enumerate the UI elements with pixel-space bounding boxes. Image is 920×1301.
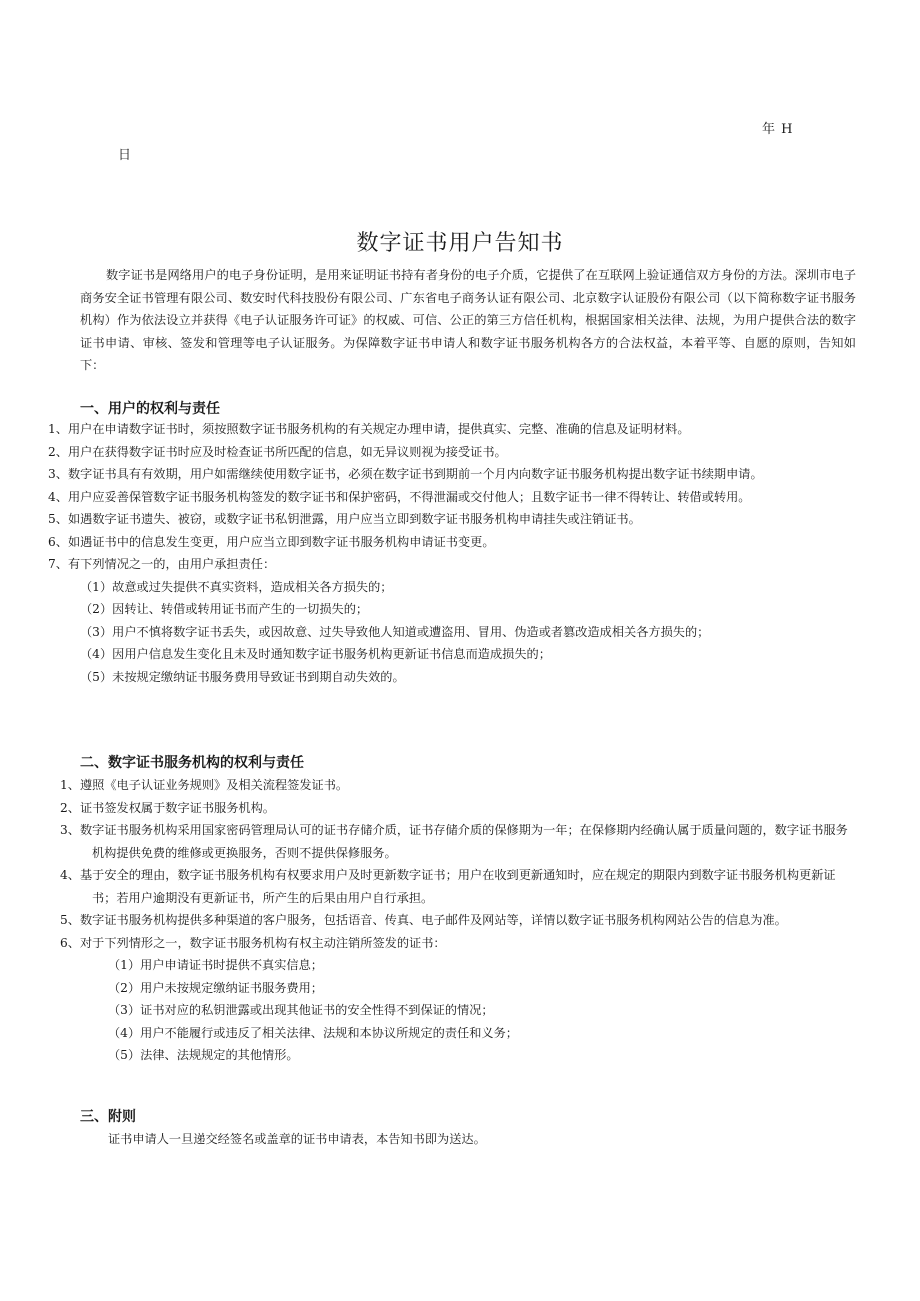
section2-sub-4: （4）用户不能履行或违反了相关法律、法规和本协议所规定的责任和义务；	[108, 1025, 518, 1040]
section1-sub-2: （2）因转让、转借或转用证书而产生的一切损失的；	[80, 602, 369, 616]
section1-item-2: 2、用户在获得数字证书时应及时检查证书所匹配的信息，如无异议则视为接受证书。	[48, 444, 507, 459]
section1-item-7: 7、有下列情况之一的，由用户承担责任：	[48, 557, 276, 571]
section2-sub-1: （1）用户申请证书时提供不真实信息；	[108, 958, 323, 972]
section1-sub-1: （1）故意或过失提供不真实资料，造成相关各方损失的；	[80, 579, 393, 594]
section1-item-5: 5、如遇数字证书遗失、被窃，或数字证书私钥泄露，用户应当立即到数字证书服务机构申请挂失或注销证书。	[48, 512, 641, 526]
intro-paragraph: 数字证书是网络用户的电子身份证明，是用来证明证书持有者身份的电子介质，它提供了在互联网上验证通信双方身份的方法。深圳市电子商务安全证书管理有限公司、数安时代科技股份有限公司、广东省电子商务认证有限公司、北京数字认证股份有限公司（以下简称数字证书服务机构）作为依法设立并获得《电子认证服务许可证》的权威、可信、公正的第三方信任机构，根据国家相关法律、法规，为用户提供合法的数字证书申请、审核、签发和管理等电子认证服务。为保障数字证书申请人和数字证书服务机构各方的合法权益，本着平等、自愿的原则，告知如下：	[80, 268, 856, 372]
section2-sub-5: （5）法律、法规规定的其他情形。	[108, 1048, 299, 1062]
section1-list	[48, 418, 856, 688]
section1-sub-5: （5）未按规定缴纳证书服务费用导致证书到期自动失效的。	[80, 669, 405, 684]
section1-item-6: 6、如遇证书中的信息发生变更，用户应当立即到数字证书服务机构申请证书变更。	[48, 534, 495, 549]
section2-item-5: 5、数字证书服务机构提供多种渠道的客户服务，包括语音、传真、电子邮件及网站等，详情以数字证书服务机构网站公告的信息为准。	[60, 913, 787, 927]
section2-sub-3: （3）证书对应的私钥泄露或出现其他证书的安全性得不到保证的情况；	[108, 1003, 494, 1017]
section2-list	[60, 774, 856, 1067]
section2-item-3: 3、数字证书服务机构采用国家密码管理局认可的证书存储介质，证书存储介质的保修期为一年；在保修期内经确认属于质量问题的，数字证书服务机构提供免费的维修或更换服务，否则不提供保修服务。	[60, 823, 848, 860]
section2-item-2: 2、证书签发权属于数字证书服务机构。	[60, 800, 275, 815]
page-title: 数字证书用户告知书	[356, 231, 564, 256]
section2-heading: 二、数字证书服务机构的权利与责任	[80, 755, 304, 771]
section1-sub-3: （3）用户不慎将数字证书丢失，或因故意、过失导致他人知道或遭盗用、冒用、伪造或者篡改造成相关各方损失的；	[80, 624, 710, 639]
section1-item-4: 4、用户应妥善保管数字证书服务机构签发的数字证书和保护密码，不得泄漏或交付他人；且数字证书一律不得转让、转借或转用。	[48, 489, 751, 504]
section1-heading: 一、用户的权利与责任	[80, 401, 220, 417]
section2-item-6: 6、对于下列情形之一，数字证书服务机构有权主动注销所签发的证书：	[60, 935, 446, 950]
section3-text: 证书申请人一旦递交经签名或盖章的证书申请表，本告知书即为送达。	[108, 1132, 486, 1146]
section2-item-4: 4、基于安全的理由，数字证书服务机构有权要求用户及时更新数字证书；用户在收到更新通知时，应在规定的期限内到数字证书服务机构更新证书；若用户逾期没有更新证书，所产生的后果由用户自行承担。	[60, 868, 836, 905]
date-year-month: 年 H	[762, 122, 794, 137]
date-day: 日	[118, 148, 132, 163]
section1-sub-4: （4）因用户信息发生变化且未及时通知数字证书服务机构更新证书信息而造成损失的；	[80, 647, 551, 661]
section1-item-3: 3、数字证书具有有效期，用户如需继续使用数字证书，必须在数字证书到期前一个月内向数字证书服务机构提出数字证书续期申请。	[48, 467, 763, 481]
section1-item-1: 1、用户在申请数字证书时，须按照数字证书服务机构的有关规定办理申请，提供真实、完整、准确的信息及证明材料。	[48, 422, 690, 436]
section2-sub-2: （2）用户未按规定缴纳证书服务费用；	[108, 980, 323, 995]
section3-heading: 三、附则	[80, 1109, 136, 1125]
section2-item-1: 1、遵照《电子认证业务规则》及相关流程签发证书。	[60, 778, 349, 792]
